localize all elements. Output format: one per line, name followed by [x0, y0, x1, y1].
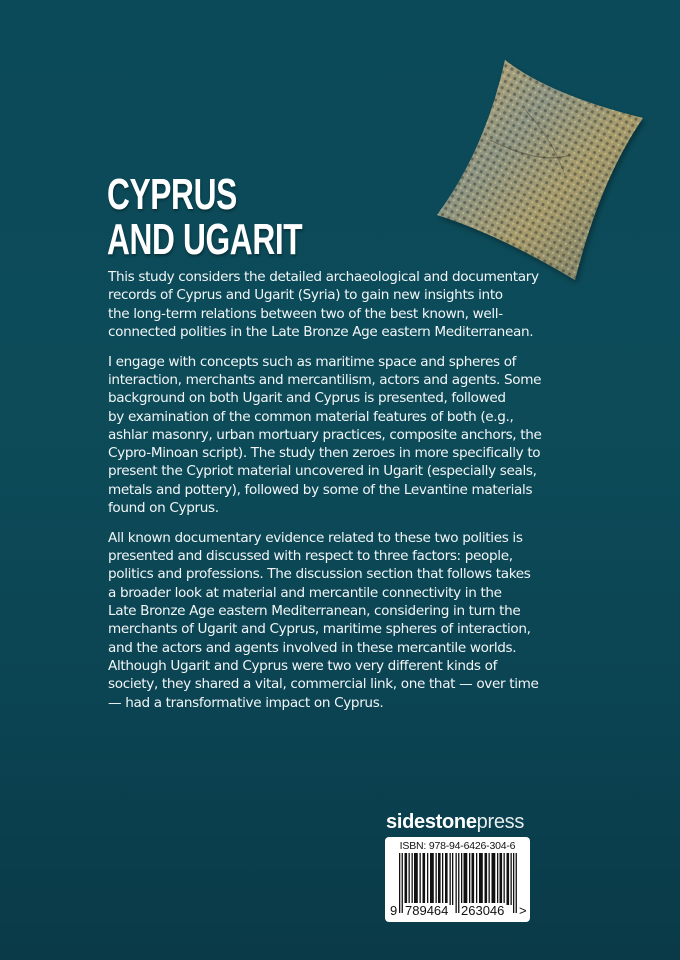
- text-line: — had a transformative impact on Cyprus.: [108, 694, 384, 711]
- barcode-quiet-zone-marker: >: [519, 903, 527, 918]
- text-line: present the Cypriot material uncovered in Ugarit (especially seals,: [108, 463, 537, 480]
- blurb: [108, 268, 548, 723]
- text-line: This study considers the detailed archaeological and documentary: [108, 269, 539, 285]
- blurb-paragraph-3: [108, 529, 548, 712]
- text-line: connected polities in the Late Bronze Age eastern Mediterranean.: [108, 323, 534, 340]
- book-title: [107, 172, 302, 262]
- publisher-name-bold: sidestone: [386, 811, 477, 833]
- text-line: Cypro-Minoan script). The study then zeroes in more specifically to: [108, 445, 541, 462]
- text-line: and the actors and agents involved in these mercantile worlds.: [108, 639, 517, 656]
- barcode-digit-prefix: 9: [390, 903, 398, 918]
- text-line: politics and professions. The discussion section that follows takes: [108, 566, 531, 583]
- barcode-digit-group-left: 789464: [405, 903, 449, 918]
- blurb-paragraph-2: [108, 353, 548, 518]
- text-line: society, they shared a vital, commercial link, one that — over time: [108, 676, 539, 693]
- text-line: background on both Ugarit and Cyprus is presented, followed: [108, 390, 506, 407]
- text-line: All known documentary evidence related to these two polities is: [108, 529, 523, 546]
- text-line: metals and pottery), followed by some of the Levantine materials: [108, 481, 533, 498]
- isbn-label: ISBN: 978-94-6426-304-6: [399, 840, 516, 852]
- title-line-2: AND UGARIT: [107, 215, 303, 264]
- text-line: a broader look at material and mercantile connectivity in the: [108, 584, 502, 601]
- text-line: by examination of the common material features of both (e.g.,: [108, 408, 514, 425]
- text-line: interaction, merchants and mercantilism, actors and agents. Some: [108, 371, 542, 388]
- title-line-1: CYPRUS: [107, 170, 237, 219]
- text-line: merchants of Ugarit and Cyprus, maritime spheres of interaction,: [108, 621, 531, 638]
- text-line: ashlar masonry, urban mortuary practices, composite anchors, the: [108, 426, 542, 443]
- text-line: I engage with concepts such as maritime space and spheres of: [108, 353, 517, 370]
- isbn-barcode: [385, 837, 530, 922]
- oxhide-ingot-image: [430, 55, 650, 290]
- text-line: the long-term relations between two of the best known, well-: [108, 305, 503, 322]
- text-line: found on Cyprus.: [108, 500, 219, 517]
- blurb-paragraph-1: [108, 268, 548, 341]
- barcode-digits: [385, 903, 530, 919]
- publisher-logo: [386, 811, 524, 833]
- text-line: records of Cyprus and Ugarit (Syria) to gain new insights into: [108, 287, 503, 304]
- publisher-name-light: press: [476, 811, 525, 833]
- barcode-digit-group-right: 263046: [461, 903, 505, 918]
- text-line: presented and discussed with respect to three factors: people,: [108, 548, 513, 565]
- text-line: Late Bronze Age eastern Mediterranean, considering in turn the: [108, 603, 521, 620]
- text-line: Although Ugarit and Cyprus were two very different kinds of: [108, 657, 498, 674]
